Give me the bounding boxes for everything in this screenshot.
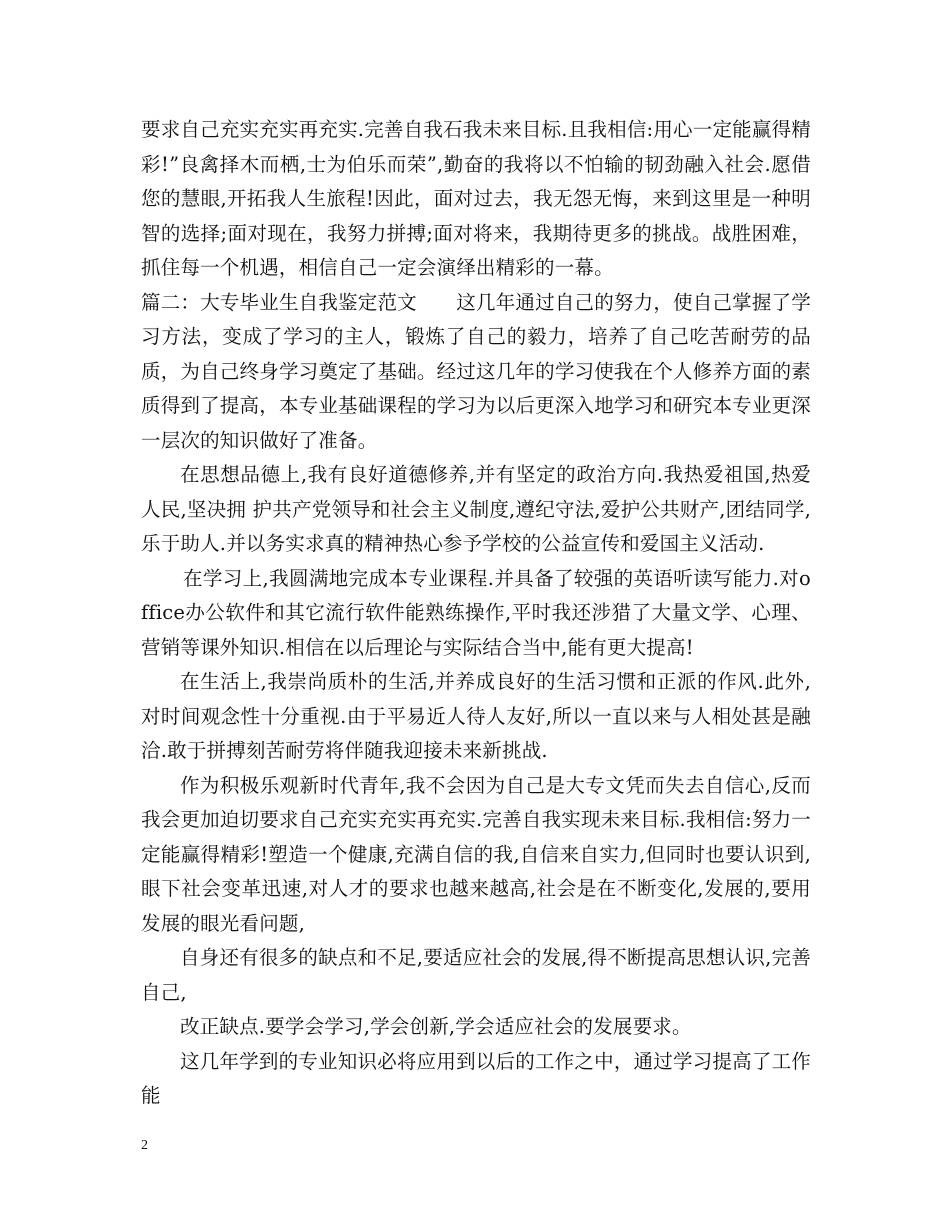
paragraph-improvement: 改正缺点.要学会学习,学会创新,学会适应社会的发展要求。: [180, 1015, 692, 1038]
paragraph-outlook: 作为积极乐观新时代青年,我不会因为自己是大专文凭而失去自信心,反而我会更加迫切要求自己充实充实再充实.完善自我实现未来目标.我相信:努力一定能赢得精彩!塑造一个健康,充满自信的我,自信来自实力,但同时也要认识到,眼下社会变革迅速,对人才的要求也越来越高,社会是在不断变化,发展的,要用发展的眼光看问题,: [141, 773, 811, 935]
paragraph-study: 在学习上,我圆满地完成本专业课程.并具备了较强的英语听读写能力.对office办公软件和其它流行软件能熟练操作,平时我还涉猎了大量文学、心理、营销等课外知识.相信在以后理论与实际结合当中,能有更大提高!: [141, 566, 811, 659]
paragraph-shortcomings: 自身还有很多的缺点和不足,要适应社会的发展,得不断提高思想认识,完善自己,: [141, 946, 811, 1004]
document-body: [141, 113, 811, 1114]
paragraph-section-two-heading: 篇二：大专毕业生自我鉴定范文 这几年通过自己的努力，使自己掌握了学习方法，变成了学习的主人，锻炼了自己的毅力，培养了自己吃苦耐劳的品质，为自己终身学习奠定了基础。经过这几年的学习使我在个人修养方面的素质得到了提高，本专业基础课程的学习为以后更深入地学习和研究本专业更深一层次的知识做好了准备。: [141, 290, 811, 452]
paragraph-moral-character: 在思想品德上,我有良好道德修养,并有坚定的政治方向.我热爱祖国,热爱人民,坚决拥 护共产党领导和社会主义制度,遵纪守法,爱护公共财产,团结同学,乐于助人.并以务实求真的精神热心参予学校的公益宣传和爱国主义活动.: [141, 463, 811, 555]
paragraph-intro-continuation: 要求自己充实充实再充实.完善自我石我未来目标.且我相信:用心一定能赢得精彩!”良禽择木而栖,士为伯乐而荣”,勤奋的我将以不怕输的韧劲融入社会.愿借您的慧眼,开拓我人生旅程!因此，面对过去，我无怨无悔，来到这里是一种明智的选择;面对现在，我努力拼搏;面对将来，我期待更多的挑战。战胜困难，抓住每一个机遇，相信自己一定会演绎出精彩的一幕。: [141, 118, 811, 279]
paragraph-life: 在生活上,我崇尚质朴的生活,并养成良好的生活习惯和正派的作风.此外,对时间观念性十分重视.由于平易近人待人友好,所以一直以来与人相处甚是融洽.敢于拼搏刻苦耐劳将伴随我迎接未来新挑战.: [141, 670, 811, 762]
paragraph-knowledge-application: 这几年学到的专业知识必将应用到以后的工作之中，通过学习提高了工作能: [141, 1049, 811, 1107]
page-number: 2: [141, 1138, 148, 1153]
